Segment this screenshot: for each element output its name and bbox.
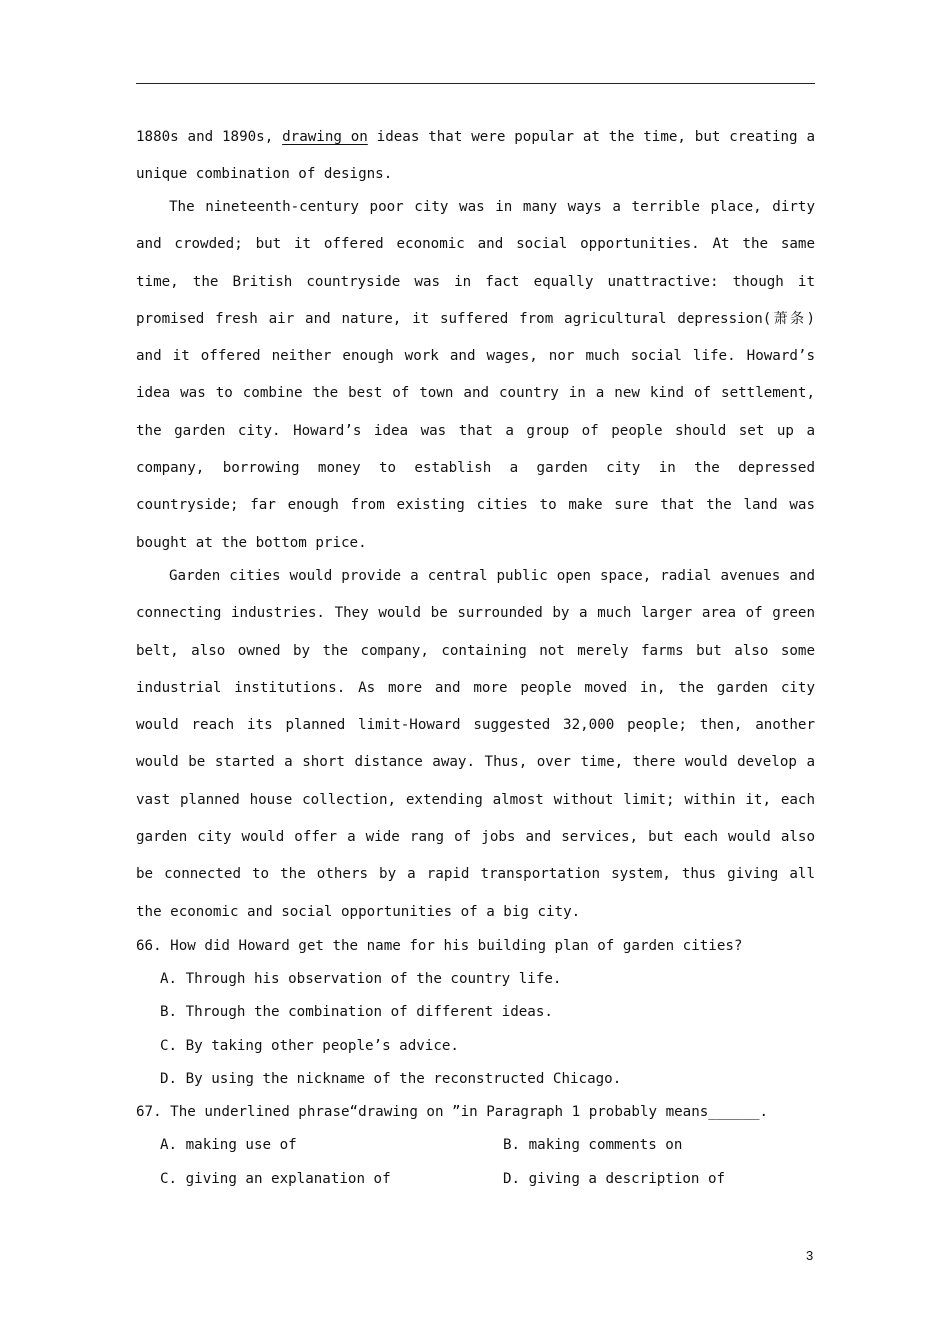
- paragraph-3: Garden cities would provide a central public open space, radial avenues and connecting industries. They would be surrounded by a much larger area of green belt, also owned by the company, containing not merely farms but also some industrial institutions. As more and more people moved in, the garden city would reach its planned limit-Howard suggested 32,000 people; then, another would be started a short distance away. Thus, over time, there would develop a vast planned house collection, extending almost without limit; within it, each garden city would offer a wide rang of jobs and services, but each would also be connected to the others by a rapid transportation system, thus giving all the economic and social opportunities of a big city.: [136, 568, 815, 920]
- header-rule: [136, 83, 815, 84]
- paragraph-2: The nineteenth-century poor city was in many ways a terrible place, dirty and crowded; but it offered economic and social opportunities. At the same time, the British countryside was in fact equally unattractive: though it promised fresh air and nature, it suffered from agricultural depression(萧条) and it offered neither enough work and wages, nor much social life. Howard’s idea was to combine the best of town and country in a new kind of settlement, the garden city. Howard’s idea was that a group of people should set up a company, borrowing money to establish a garden city in the depressed countryside; far enough from existing cities to make sure that the land was bought at the bottom price.: [136, 199, 815, 551]
- question-66-stem: 66. How did Howard get the name for his building plan of garden cities?: [136, 938, 743, 954]
- question-67-option-d: D. giving a description of: [503, 1171, 726, 1187]
- question-67-option-c: C. giving an explanation of: [160, 1171, 391, 1187]
- question-66-option-a: A. Through his observation of the country life.: [160, 971, 562, 987]
- question-67-stem: 67. The underlined phrase“drawing on ”in Paragraph 1 probably means______.: [136, 1104, 769, 1120]
- paragraph-1-start: 1880s and 1890s,: [136, 129, 283, 145]
- paragraph-1-end: ideas that were popular at the time, but creating a unique combination of designs.: [136, 129, 815, 183]
- question-66-option-d: D. By using the nickname of the reconstructed Chicago.: [160, 1071, 622, 1087]
- underlined-phrase: drawing on: [282, 129, 368, 145]
- page-number: 3: [806, 1248, 814, 1263]
- question-66-option-c: C. By taking other people’s advice.: [160, 1038, 459, 1054]
- question-67-option-b: B. making comments on: [503, 1137, 683, 1153]
- paragraph-1: [136, 119, 815, 194]
- question-66-option-b: B. Through the combination of different ideas.: [160, 1004, 553, 1020]
- question-67-option-a: A. making use of: [160, 1137, 297, 1153]
